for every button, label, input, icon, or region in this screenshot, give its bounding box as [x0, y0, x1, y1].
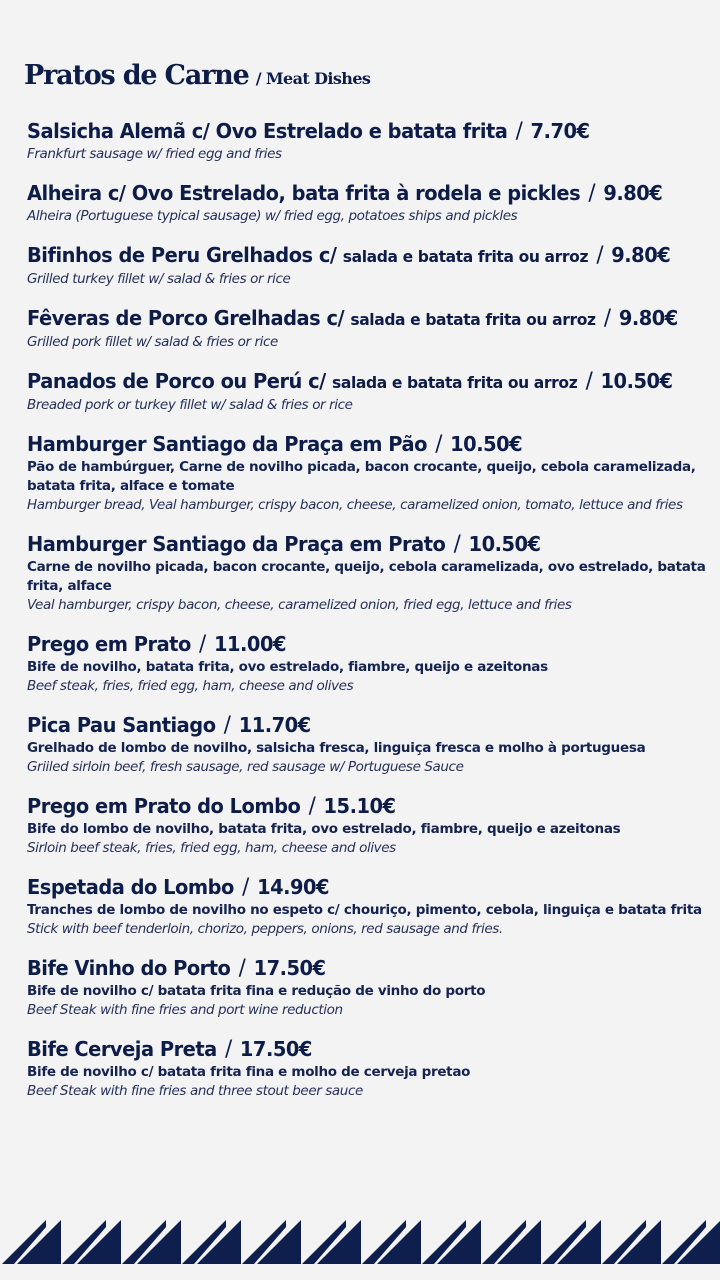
dish-title: [27, 368, 687, 396]
page-header: [24, 60, 370, 91]
price-separator: /: [515, 119, 523, 144]
dish-name: Bife Vinho do Porto: [27, 956, 231, 980]
dish-name: Hamburger Santiago da Praça em Pão: [27, 432, 427, 456]
dish-description-en: Grilled pork fillet w/ salad & fries or rice: [27, 334, 278, 350]
dish-name: Prego em Prato: [27, 632, 191, 656]
dish-price: 10.50€: [450, 432, 523, 456]
dish-price: 9.80€: [618, 306, 678, 330]
menu-item: [27, 180, 707, 226]
sail-triangle-pattern-icon: [0, 1218, 720, 1268]
dish-description-en: Beef Steak with fine fries and three stout beer sauce: [27, 1083, 363, 1099]
menu-item: [27, 368, 707, 415]
dish-price: 10.50€: [468, 532, 541, 556]
dish-price: 11.00€: [213, 632, 286, 656]
dish-description-pt: Pão de hambúrguer, Carne de novilho picada, bacon crocante, queijo, cebola caramelizada, batata frita, alface e tomate: [27, 459, 696, 494]
dish-price: 7.70€: [530, 119, 590, 143]
price-separator: /: [603, 306, 611, 331]
dish-description-en: Sirloin beef steak, fries, fried egg, ham, cheese and olives: [27, 840, 396, 856]
price-separator: /: [453, 532, 461, 557]
price-separator: /: [199, 632, 206, 657]
dish-description-pt: Bife de novilho, batata frita, ovo estrelado, fiambre, queijo e azeitonas: [27, 659, 548, 675]
menu-item: [27, 874, 707, 939]
menu-item: [27, 631, 707, 696]
dish-title: [27, 305, 687, 333]
dish-price: 17.50€: [253, 956, 326, 980]
menu-item: [27, 431, 707, 515]
dish-name: Pica Pau Santiago: [27, 713, 216, 737]
dish-description-en: Beef steak, fries, fried egg, ham, cheese and olives: [27, 678, 354, 694]
page-title: Pratos de Carne: [24, 60, 249, 91]
menu-item: [27, 793, 707, 858]
price-separator: /: [242, 875, 249, 900]
dish-name: Espetada do Lombo: [27, 875, 234, 899]
dish-description-en: Alheira (Portuguese typical sausage) w/ fried egg, potatoes ships and pickles: [27, 208, 518, 224]
dish-title: [27, 180, 687, 207]
dish-name: Salsicha Alemã c/ Ovo Estrelado e batata frita: [27, 119, 508, 143]
menu-item: [27, 955, 707, 1020]
dish-price: 14.90€: [257, 875, 330, 899]
dish-title: [27, 431, 687, 458]
dish-title: [27, 874, 687, 901]
dish-title: [27, 242, 687, 270]
price-separator: /: [596, 243, 604, 268]
dish-price: 10.50€: [600, 369, 673, 393]
dish-description-en: Breaded pork or turkey fillet w/ salad & fries or rice: [27, 397, 353, 413]
dish-description-en: Grilled turkey fillet w/ salad & fries or rice: [27, 271, 291, 287]
dish-name: Fêveras de Porco Grelhadas c/: [27, 306, 345, 330]
dish-description-pt: Tranches de lombo de novilho no espeto c/ chouriço, pimento, cebola, linguiça e batata frita: [27, 902, 702, 918]
dish-title: [27, 793, 687, 820]
dish-side: salada e batata frita ou arroz: [350, 310, 596, 329]
price-separator: /: [223, 713, 231, 738]
dish-price: 17.50€: [239, 1037, 312, 1061]
menu-list: [27, 118, 707, 1117]
menu-item: [27, 118, 707, 164]
dish-name: Prego em Prato do Lombo: [27, 794, 301, 818]
dish-description-en: Stick with beef tenderloin, chorizo, peppers, onions, red sausage and fries.: [27, 921, 503, 937]
dish-name: Bifinhos de Peru Grelhados c/: [27, 243, 337, 267]
dish-price: 9.80€: [611, 243, 671, 267]
dish-title: [27, 712, 687, 739]
dish-price: 15.10€: [323, 794, 396, 818]
dish-side: salada e batata frita ou arroz: [342, 247, 589, 266]
dish-price: 9.80€: [603, 181, 663, 205]
price-separator: /: [224, 1037, 232, 1062]
dish-description-en: Hamburger bread, Veal hamburger, crispy bacon, cheese, caramelized onion, tomato, lettuce and fries: [27, 497, 683, 513]
dish-title: [27, 631, 687, 658]
dish-description-pt: Bife de novilho c/ batata frita fina e redução de vinho do porto: [27, 983, 486, 999]
dish-description-pt: Bife de novilho c/ batata frita fina e molho de cerveja pretao: [27, 1064, 471, 1080]
price-separator: /: [308, 794, 316, 819]
dish-description-en: Griiled sirloin beef, fresh sausage, red sausage w/ Portuguese Sauce: [27, 759, 464, 775]
price-separator: /: [588, 181, 596, 206]
dish-name: Bife Cerveja Preta: [27, 1037, 217, 1061]
dish-description-pt: Grelhado de lombo de novilho, salsicha fresca, linguiça fresca e molho à portuguesa: [27, 740, 646, 756]
menu-item: [27, 305, 707, 352]
dish-description-en: Beef Steak with fine fries and port wine reduction: [27, 1002, 343, 1018]
menu-item: [27, 531, 707, 615]
dish-description-pt: Bife do lombo de novilho, batata frita, ovo estrelado, fiambre, queijo e azeitonas: [27, 821, 621, 837]
dish-title: [27, 955, 687, 982]
menu-item: [27, 712, 707, 777]
dish-name: Panados de Porco ou Perú c/: [27, 369, 326, 393]
price-separator: /: [435, 432, 442, 457]
dish-description-pt: Carne de novilho picada, bacon crocante, queijo, cebola caramelizada, ovo estrelado, batata frita, alface: [27, 559, 706, 594]
dish-price: 11.70€: [238, 713, 311, 737]
menu-item: [27, 242, 707, 289]
dish-name: Alheira c/ Ovo Estrelado, bata frita à rodela e pickles: [27, 181, 581, 205]
dish-title: [27, 531, 687, 558]
page-subtitle: / Meat Dishes: [255, 69, 371, 88]
dish-description-en: Veal hamburger, crispy bacon, cheese, caramelized onion, fried egg, lettuce and fries: [27, 597, 572, 613]
dish-title: [27, 118, 687, 145]
menu-item: [27, 1036, 707, 1101]
price-separator: /: [585, 369, 593, 394]
dish-description-en: Frankfurt sausage w/ fried egg and fries: [27, 146, 282, 162]
dish-side: salada e batata frita ou arroz: [332, 373, 578, 392]
dish-name: Hamburger Santiago da Praça em Prato: [27, 532, 446, 556]
dish-title: [27, 1036, 687, 1063]
price-separator: /: [238, 956, 246, 981]
